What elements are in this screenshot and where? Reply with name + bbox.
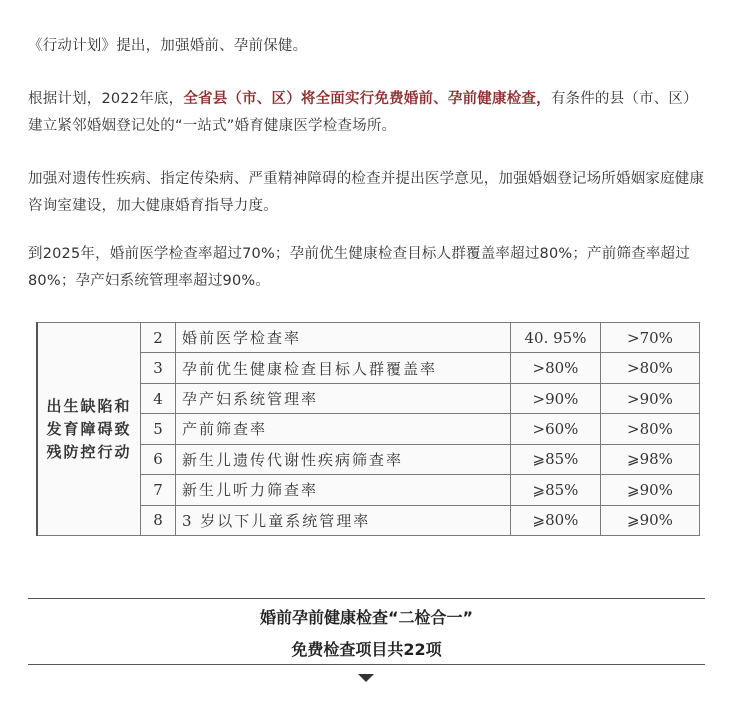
row-number: 4 — [141, 383, 176, 413]
indicator-table-image — [36, 322, 700, 536]
paragraph-2 — [28, 86, 708, 140]
indicator-name: 3 岁以下儿童系统管理率 — [176, 505, 511, 535]
current-value: ⩾80% — [511, 505, 601, 535]
caption-bottom-divider — [28, 664, 705, 665]
current-value: 40. 95% — [511, 323, 601, 353]
target-value: ⩾90% — [601, 475, 700, 505]
indicator-name: 新生儿听力筛查率 — [176, 475, 511, 505]
current-value: >60% — [511, 414, 601, 444]
row-number: 7 — [141, 475, 176, 505]
paragraph-2-post: 有条件的县（市、区）建立紧邻婚姻登记处的“一站式”婚育健康医学检查场所。 — [28, 91, 698, 134]
paragraph-3: 加强对遗传性疾病、指定传染病、严重精神障碍的检查并提出医学意见，加强婚姻登记场所婚姻家庭健康咨询室建设，加大健康婚育指导力度。 — [28, 171, 705, 214]
current-value: ⩾85% — [511, 475, 601, 505]
target-value: >90% — [601, 383, 700, 413]
target-value: >70% — [601, 323, 700, 353]
row-number: 3 — [141, 353, 176, 383]
row-number: 5 — [141, 414, 176, 444]
indicator-name: 孕产妇系统管理率 — [176, 383, 511, 413]
current-value: ⩾85% — [511, 444, 601, 474]
caption-top-divider — [28, 598, 705, 599]
category-cell: 出生缺陷和发育障碍致残防控行动 — [37, 323, 141, 536]
indicator-name: 婚前医学检查率 — [176, 323, 511, 353]
triangle-down-icon — [358, 674, 374, 682]
target-value: >80% — [601, 414, 700, 444]
row-number: 2 — [141, 323, 176, 353]
paragraph-1: 《行动计划》提出，加强婚前、孕前保健。 — [28, 38, 308, 54]
current-value: >90% — [511, 383, 601, 413]
target-value: ⩾98% — [601, 444, 700, 474]
paragraph-2-pre: 根据计划，2022年底， — [28, 91, 184, 107]
indicator-name: 孕前优生健康检查目标人群覆盖率 — [176, 353, 511, 383]
indicator-name: 新生儿遗传代谢性疾病筛查率 — [176, 444, 511, 474]
caption-title: 婚前孕前健康检查“二检合一” — [259, 608, 474, 627]
paragraph-2-highlight: 全省县（市、区）将全面实行免费婚前、孕前健康检查， — [183, 91, 551, 107]
caption-subtitle: 免费检查项目共22项 — [291, 640, 442, 659]
target-value: ⩾90% — [601, 505, 700, 535]
indicator-name: 产前筛查率 — [176, 414, 511, 444]
row-number: 6 — [141, 444, 176, 474]
table-row — [37, 323, 700, 353]
indicator-table — [36, 322, 700, 536]
target-value: >80% — [601, 353, 700, 383]
paragraph-4: 到2025年，婚前医学检查率超过70%；孕前优生健康检查目标人群覆盖率超过80%；产前筛查率超过80%；孕产妇系统管理率超过90%。 — [28, 246, 690, 289]
current-value: >80% — [511, 353, 601, 383]
row-number: 8 — [141, 505, 176, 535]
